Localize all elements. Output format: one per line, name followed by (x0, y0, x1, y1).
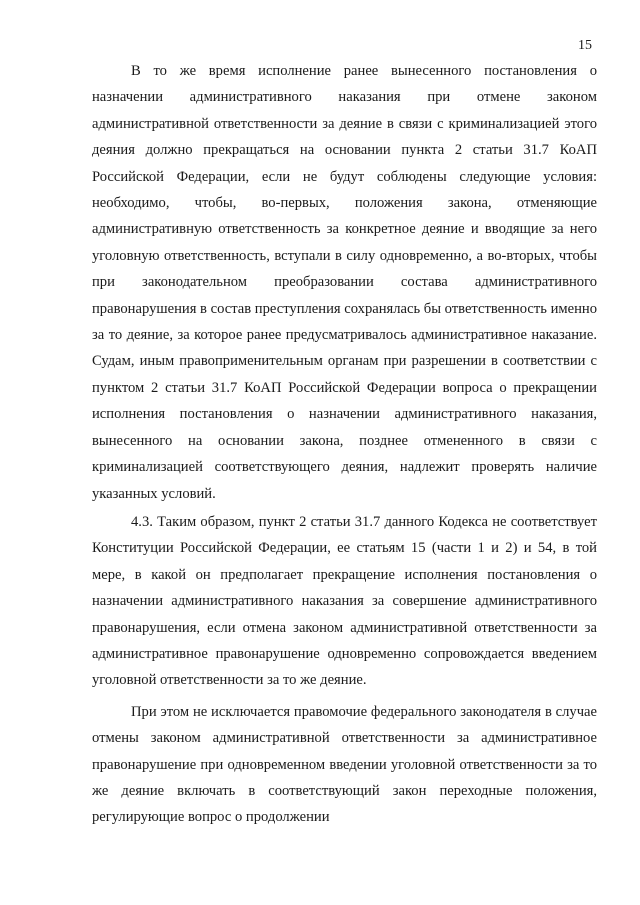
document-body (92, 58, 597, 831)
paragraph-conditions: В то же время исполнение ранее вынесенного постановления о назначении административного наказания при отмене законом административной ответственности за деяние в связи с криминализацией этого деяния должно прекращаться на основании пункта 2 статьи 31.7 КоАП Российской Федерации, если не будут соблюдены следующие условия: необходимо, чтобы, во-первых, положения закона, отменяющие административную ответственность за конкретное деяние и вводящие за него уголовную ответственность, вступали в силу одновременно, а во-вторых, чтобы при законодательном преобразовании состава административного правонарушения в состав преступления сохранялась бы ответственность именно за то деяние, за которое ранее предусматривалось административное наказание. Судам, иным правоприменительным органам при разрешении в соответствии с пунктом 2 статьи 31.7 КоАП Российской Федерации вопроса о прекращении исполнения постановления о назначении административного наказания, вынесенного на основании закона, позднее отмененного в связи с криминализацией соответствующего деяния, надлежит проверять наличие указанных условий. (92, 63, 598, 502)
paragraph-legislator-power: При этом не исключается правомочие федерального законодателя в случае отмены законом административной ответственности за административное правонарушение при одновременном введении уголовной ответственности за то же деяние включать в соответствующий закон переходные положения, регулирующие вопрос о продолжении (92, 703, 597, 826)
page-number: 15 (578, 38, 592, 53)
paragraph-section-4-3: 4.3. Таким образом, пункт 2 статьи 31.7 данного Кодекса не соответствует Конституции Российской Федерации, ее статьям 15 (части 1 и 2) и 54, в той мере, в какой он предполагает прекращение исполнения постановления о назначении административного наказания за совершение административного правонарушения, если отмена законом административной ответственности за административное правонарушение одновременно сопровождается введением уголовной ответственности за то же деяние. (92, 513, 597, 689)
